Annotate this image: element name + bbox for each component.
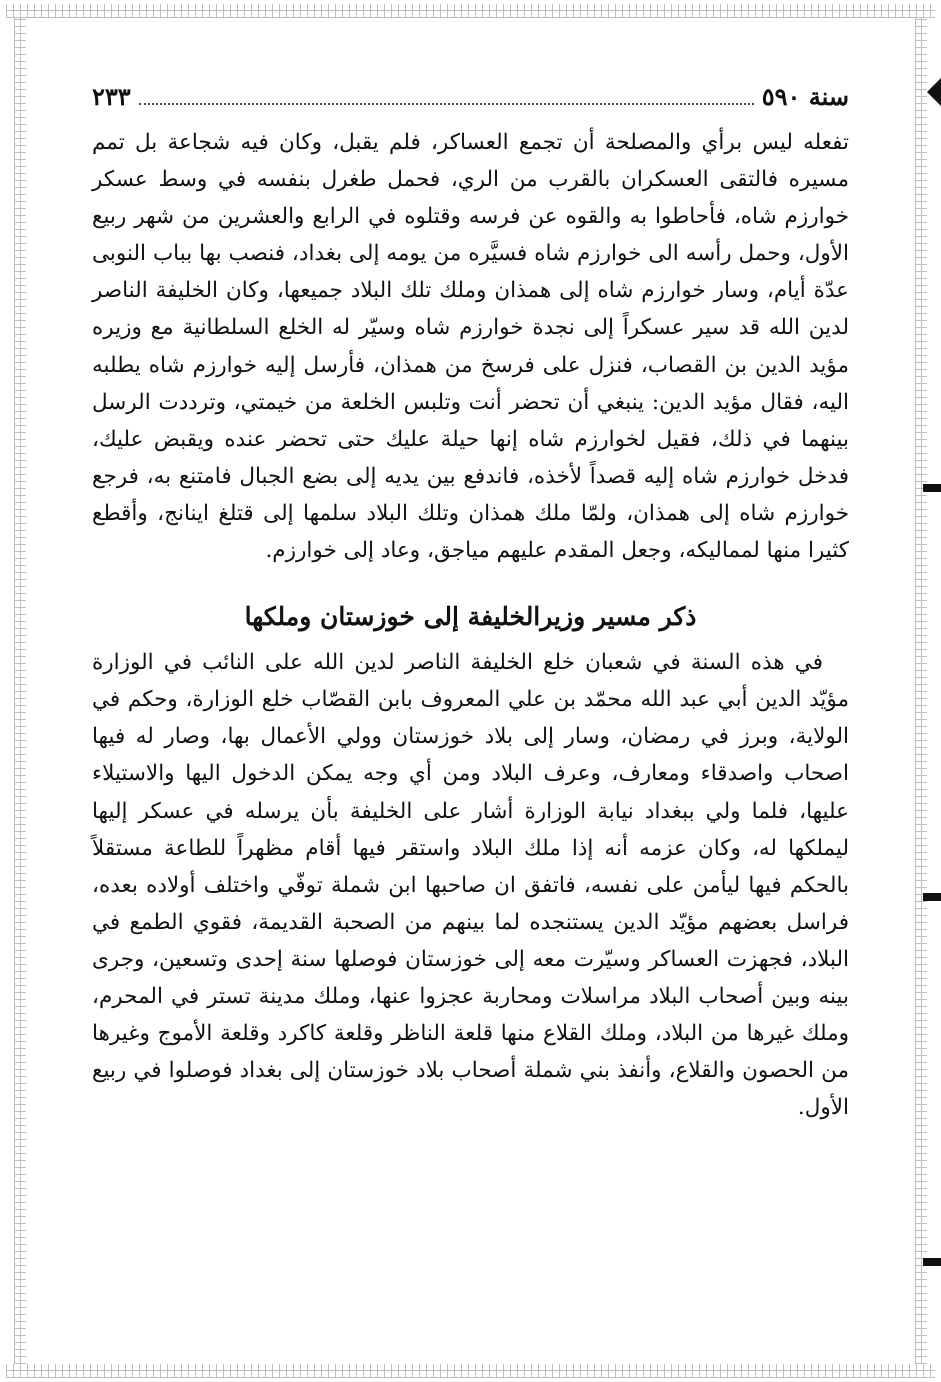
page-number: ٢٣٣ [92,82,131,111]
page-border-right [915,18,927,1364]
page-border-bottom [6,1364,935,1378]
page-content [92,82,849,1322]
header-dot-leader [139,103,754,105]
thumb-index-tab [927,78,941,106]
page-border-left [14,18,26,1364]
running-header [92,82,849,116]
section-heading: ذكر مسير وزيرالخليفة إلى خوزستان وملكها [244,602,697,632]
margin-mark [923,1258,941,1266]
page-border-top [6,4,935,18]
running-header-year: سنة ٥٩٠ [761,82,849,111]
margin-mark [923,484,941,492]
margin-mark [923,893,941,901]
body-paragraph: في هذه السنة في شعبان خلع الخليفة الناصر لدين الله على النائب في الوزارة مؤيّد الدين أبي عبد الله محمّد بن علي المعروف بابن القصّاب خلع الوزارة، وحكم في الولاية، وبرز في رمضان، وسار إلى بلاد خوزستان وولي الأعمال بها، وصار له فيها اصحاب واصدقاء ومعارف، وعرف البلاد ومن أي وجه يمكن الدخول اليها والاستيلاء عليها، فلما ولي ببغداد نيابة الوزارة أشار على الخليفة بأن يرسله في عسكر إليها ليملكها له، وكان عزمه أنه إذا ملك البلاد واستقر فيها أقام مظهراً للطاعة مستقلاً بالحكم فيها ليأمن على نفسه، فاتفق ان صاحبها ابن شملة توفّي واختلف أولاده بعده، فراسل بعضهم مؤيّد الدين يستنجده لما بينهم من الصحبة القديمة، فقوي الطمع في البلاد، فجهزت العساكر وسيّرت معه إلى خوزستان فوصلها سنة إحدى وتسعين، وجرى بينه وبين أصحاب البلاد مراسلات ومحاربة عجزوا عنها، وملك مدينة تستر في المحرم، وملك غيرها من البلاد، وملك القلاع منها قلعة الناظر وقلعة كاكرد وقلعة الأموج وغيرها من الحصون والقلاع، وأنفذ بني شملة أصحاب بلاد خوزستان إلى بغداد فوصلوا في ربيع الأول. [92,650,849,1121]
body-paragraph: تفعله ليس برأي والمصلحة أن تجمع العساكر، فلم يقبل، وكان فيه شجاعة بل تمم مسيره فالتقى العسكران بالقرب من الري، فحمل طغرل بنفسه في وسط عسكر خوارزم شاه، فأحاطوا به والقوه عن فرسه وقتلوه في الرابع والعشرين من شهر ربيع الأول، وحمل رأسه الى خوارزم شاه فسيَّره من يومه إلى بغداد، فنصب بها بباب النوبى عدّة أيام، وسار خوارزم شاه إلى همذان وملك تلك البلاد جميعها، وكان الخليفة الناصر لدين الله قد سير عسكراً إلى نجدة خوارزم شاه وسيّر له الخلع السلطانية مع وزيره مؤيد الدين بن القصاب، فنزل على فرسخ من همذان، فأرسل إليه خوارزم شاه يطلبه اليه، فقال مؤيد الدين: ينبغي أن تحضر أنت وتلبس الخلعة من خيمتي، وترددت الرسل بينهما في ذلك، فقيل لخوارزم شاه إنها حيلة عليك حتى تحضر عنده ويقبض عليك، فدخل خوارزم شاه إليه قصداً لأخذه، فاندفع بين يديه إلى بضع الجبال فامتنع به، فرجع خوارزم شاه إلى همذان، ولمّا ملك همذان وتلك البلاد سلمها إلى قتلغ اينانج، وأقطع كثيرا منها لمماليكه، وجعل المقدم عليهم مياجق، وعاد إلى خوارزم. [92,130,849,564]
